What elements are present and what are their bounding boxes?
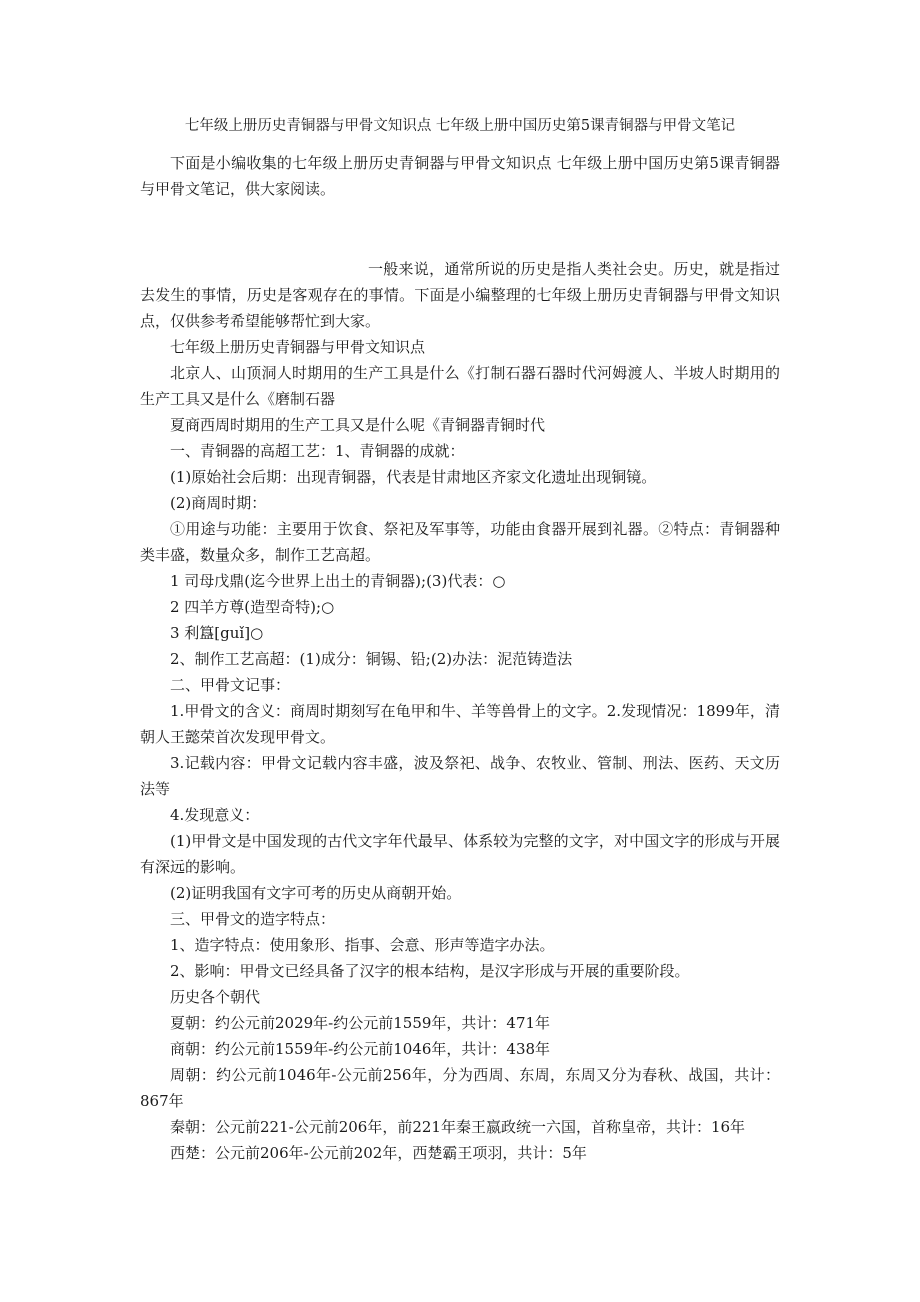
document-title: 七年级上册历史青铜器与甲骨文知识点 七年级上册中国历史第5课青铜器与甲骨文笔记 [184,118,736,134]
paragraph: 夏商西周时期用的生产工具又是什么呢《青铜器青铜时代 [170,416,546,434]
paragraph: 历史各个朝代 [170,988,261,1006]
paragraph: 1、造字特点：使用象形、指事、会意、形声等造字办法。 [170,936,555,954]
paragraph: (2)商周时期： [170,494,267,512]
paragraph: 周朝：约公元前1046年-公元前256年，分为西周、东周，东周又分为春秋、战国，共计：867年 [140,1066,780,1110]
paragraph: 西楚：公元前206年-公元前202年，西楚霸王项羽，共计：5年 [170,1144,587,1162]
paragraph: 一、青铜器的高超工艺：1、青铜器的成就： [170,442,465,460]
paragraph: (1)甲骨文是中国发现的古代文字年代最早、体系较为完整的文字，对中国文字的形成与开展有深远的影响。 [140,832,780,876]
paragraph: 商朝：约公元前1559年-约公元前1046年，共计：438年 [170,1040,551,1058]
paragraph: 北京人、山顶洞人时期用的生产工具是什么《打制石器石器时代河姆渡人、半坡人时期用的生产工具又是什么《磨制石器 [140,364,780,408]
paragraph: 2、影响：甲骨文已经具备了汉字的根本结构，是汉字形成与开展的重要阶段。 [170,962,690,980]
intro-paragraph: 下面是小编收集的七年级上册历史青铜器与甲骨文知识点 七年级上册中国历史第5课青铜器与甲骨文笔记，供大家阅读。 [140,154,780,198]
paragraph: 4.发现意义： [170,806,260,824]
lead-section [140,256,780,334]
paragraph: 2、制作工艺高超：(1)成分：铜锡、铅;(2)办法：泥范铸造法 [170,650,573,668]
paragraph: 3 利簋[guǐ]○ [170,624,264,642]
paragraph: 3.记载内容：甲骨文记载内容丰盛，波及祭祀、战争、农牧业、管制、刑法、医药、天文历法等 [140,754,780,798]
paragraph: 三、甲骨文的造字特点： [170,910,336,928]
paragraph: 秦朝：公元前221-公元前206年，前221年秦王嬴政统一六国，首称皇帝，共计：16年 [170,1118,746,1136]
paragraph: 1.甲骨文的含义：商周时期刻写在龟甲和牛、羊等兽骨上的文字。2.发现情况：1899年，清朝人王懿荣首次发现甲骨文。 [140,702,780,746]
paragraph: (2)证明我国有文字可考的历史从商朝开始。 [170,884,462,902]
paragraph: 夏朝：约公元前2029年-约公元前1559年，共计：471年 [170,1014,551,1032]
intro-section [140,150,780,202]
paragraph: 2 四羊方尊(造型奇特);○ [170,598,335,616]
paragraph: ①用途与功能：主要用于饮食、祭祀及军事等，功能由食器开展到礼器。②特点：青铜器种类丰盛，数量众多，制作工艺高超。 [140,520,780,564]
paragraph: 1 司母戊鼎(迄今世界上出土的青铜器);(3)代表：○ [170,572,506,590]
body-section [140,334,780,1166]
paragraph: 七年级上册历史青铜器与甲骨文知识点 [170,338,426,356]
lead-paragraph: 一般来说，通常所说的历史是指人类社会史。历史，就是指过去发生的事情，历史是客观存在的事情。下面是小编整理的七年级上册历史青铜器与甲骨文知识点，仅供参考希望能够帮忙到大家。 [140,260,780,330]
paragraph: (1)原始社会后期：出现青铜器，代表是甘肃地区齐家文化遗址出现铜镜。 [170,468,657,486]
paragraph: 二、甲骨文记事： [170,676,291,694]
